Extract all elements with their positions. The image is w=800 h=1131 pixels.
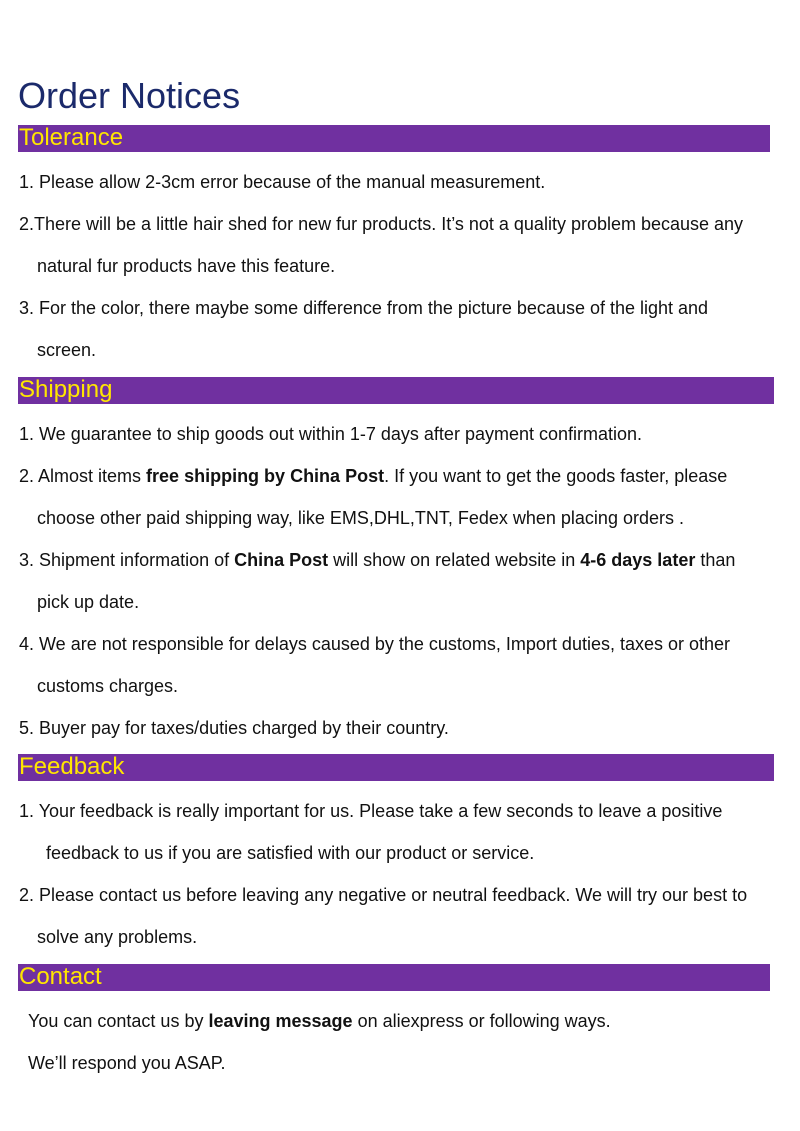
- shipping-item-2-bold: free shipping by China Post: [146, 466, 385, 486]
- tolerance-item-3-cont: screen.: [37, 340, 97, 360]
- shipping-item-3-text-end: than: [695, 550, 736, 570]
- section-heading-feedback: Feedback: [19, 753, 125, 780]
- page-title: Order Notices: [18, 75, 241, 116]
- section-header-shipping: [18, 377, 774, 404]
- section-heading-tolerance: Tolerance: [19, 124, 124, 151]
- shipping-item-3: [19, 549, 735, 571]
- feedback-item-1: 1. Your feedback is really important for us. Please take a few seconds to leave a positive: [19, 801, 723, 821]
- shipping-item-3-bold-days: 4-6 days later: [580, 550, 696, 570]
- shipping-item-2-cont: choose other paid shipping way, like EMS,DHL,TNT, Fedex when placing orders .: [37, 508, 684, 528]
- shipping-item-2: [19, 465, 727, 487]
- shipping-item-2-text: 2. Almost items: [19, 466, 147, 486]
- tolerance-item-3: 3. For the color, there maybe some difference from the picture because of the light and: [19, 298, 709, 318]
- shipping-item-3-bold-carrier: China Post: [234, 550, 329, 570]
- tolerance-item-2: 2.There will be a little hair shed for new fur products. It’s not a quality problem because any: [19, 214, 744, 234]
- section-header-feedback: [18, 754, 774, 781]
- section-heading-contact: Contact: [19, 963, 102, 990]
- shipping-item-3-text: 3. Shipment information of: [19, 550, 235, 570]
- section-header-tolerance: [18, 125, 770, 152]
- section-header-contact: [18, 964, 770, 991]
- shipping-item-5: 5. Buyer pay for taxes/duties charged by their country.: [19, 718, 449, 738]
- feedback-item-1-cont: feedback to us if you are satisfied with our product or service.: [46, 843, 535, 863]
- shipping-item-3-text-mid: will show on related website in: [328, 550, 581, 570]
- shipping-item-4: 4. We are not responsible for delays caused by the customs, Import duties, taxes or other: [19, 634, 731, 654]
- contact-line-2: We’ll respond you ASAP.: [28, 1053, 226, 1073]
- contact-line-1-bold: leaving message: [208, 1011, 353, 1031]
- section-heading-shipping: Shipping: [19, 376, 113, 403]
- contact-line-1-text-end: on aliexpress or following ways.: [352, 1011, 611, 1031]
- contact-line-1: [28, 1010, 611, 1032]
- feedback-item-2: 2. Please contact us before leaving any negative or neutral feedback. We will try our best to: [19, 885, 748, 905]
- shipping-item-1: 1. We guarantee to ship goods out within 1-7 days after payment confirmation.: [19, 424, 643, 444]
- tolerance-item-1: 1. Please allow 2-3cm error because of the manual measurement.: [19, 172, 546, 192]
- shipping-item-3-cont: pick up date.: [37, 592, 140, 612]
- feedback-item-2-cont: solve any problems.: [37, 927, 198, 947]
- shipping-item-2-text-end: . If you want to get the goods faster, please: [384, 466, 728, 486]
- tolerance-item-2-cont: natural fur products have this feature.: [37, 256, 336, 276]
- shipping-item-4-cont: customs charges.: [37, 676, 179, 696]
- contact-line-1-text: You can contact us by: [28, 1011, 209, 1031]
